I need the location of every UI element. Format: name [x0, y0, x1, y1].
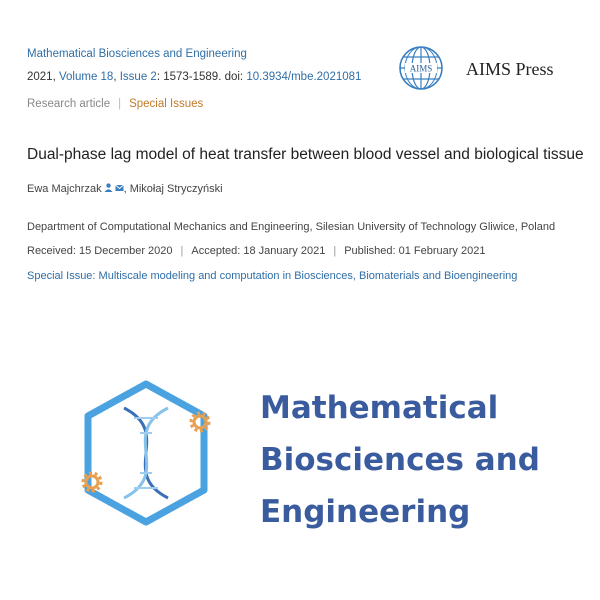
- logo-title-line: Biosciences and: [260, 442, 540, 478]
- citation-year: 2021,: [27, 71, 59, 83]
- published-date: Published: 01 February 2021: [344, 245, 486, 257]
- volume-link[interactable]: Volume 18: [58, 71, 114, 83]
- special-issue-link[interactable]: Special Issue: Multiscale modeling and computation in Biosciences, Biomaterials and Bioengineering: [27, 270, 518, 282]
- article-type-label: Research article: [27, 98, 111, 110]
- doi-link[interactable]: 10.3934/mbe.2021081: [246, 71, 362, 83]
- author-link-1[interactable]: Ewa Majchrzak: [27, 183, 102, 195]
- dna-helix-icon: [124, 408, 168, 498]
- article-tags: [27, 98, 203, 110]
- email-icon[interactable]: [115, 184, 124, 192]
- special-issues-link[interactable]: Special Issues: [129, 98, 204, 110]
- author-link-2[interactable]: Mikołaj Stryczyński: [129, 183, 223, 195]
- logo-title-line: Mathematical: [260, 390, 499, 426]
- received-date: Received: 15 December 2020: [27, 245, 173, 257]
- publisher-name: AIMS Press: [466, 59, 554, 79]
- globe-logo-text: AIMS: [409, 63, 433, 74]
- affiliation: Department of Computational Mechanics and Engineering, Silesian University of Technology Gliwice, Poland: [27, 221, 556, 233]
- journal-logo-title: [260, 382, 540, 538]
- date-separator: |: [180, 245, 184, 257]
- citation-line: [27, 71, 361, 83]
- person-icon[interactable]: [104, 183, 113, 192]
- publication-dates: [27, 245, 485, 257]
- issue-link[interactable]: Issue 2: [119, 71, 157, 83]
- citation-sep: ,: [113, 71, 120, 83]
- author-list: [27, 183, 223, 195]
- tag-separator: |: [118, 98, 122, 110]
- citation-pages: : 1573-1589. doi:: [156, 71, 247, 83]
- author-icons: [104, 183, 124, 195]
- publisher-logo-link[interactable]: [398, 45, 588, 91]
- globe-icon: [398, 45, 444, 91]
- journal-name-link[interactable]: Mathematical Biosciences and Engineering: [27, 48, 247, 60]
- author-separator: ,: [123, 183, 130, 195]
- accepted-date: Accepted: 18 January 2021: [191, 245, 326, 257]
- dna-hexagon-logo: [76, 378, 216, 528]
- logo-title-line: Engineering: [260, 494, 471, 530]
- date-separator: |: [333, 245, 337, 257]
- article-title[interactable]: Dual-phase lag model of heat transfer between blood vessel and biological tissue: [27, 146, 584, 163]
